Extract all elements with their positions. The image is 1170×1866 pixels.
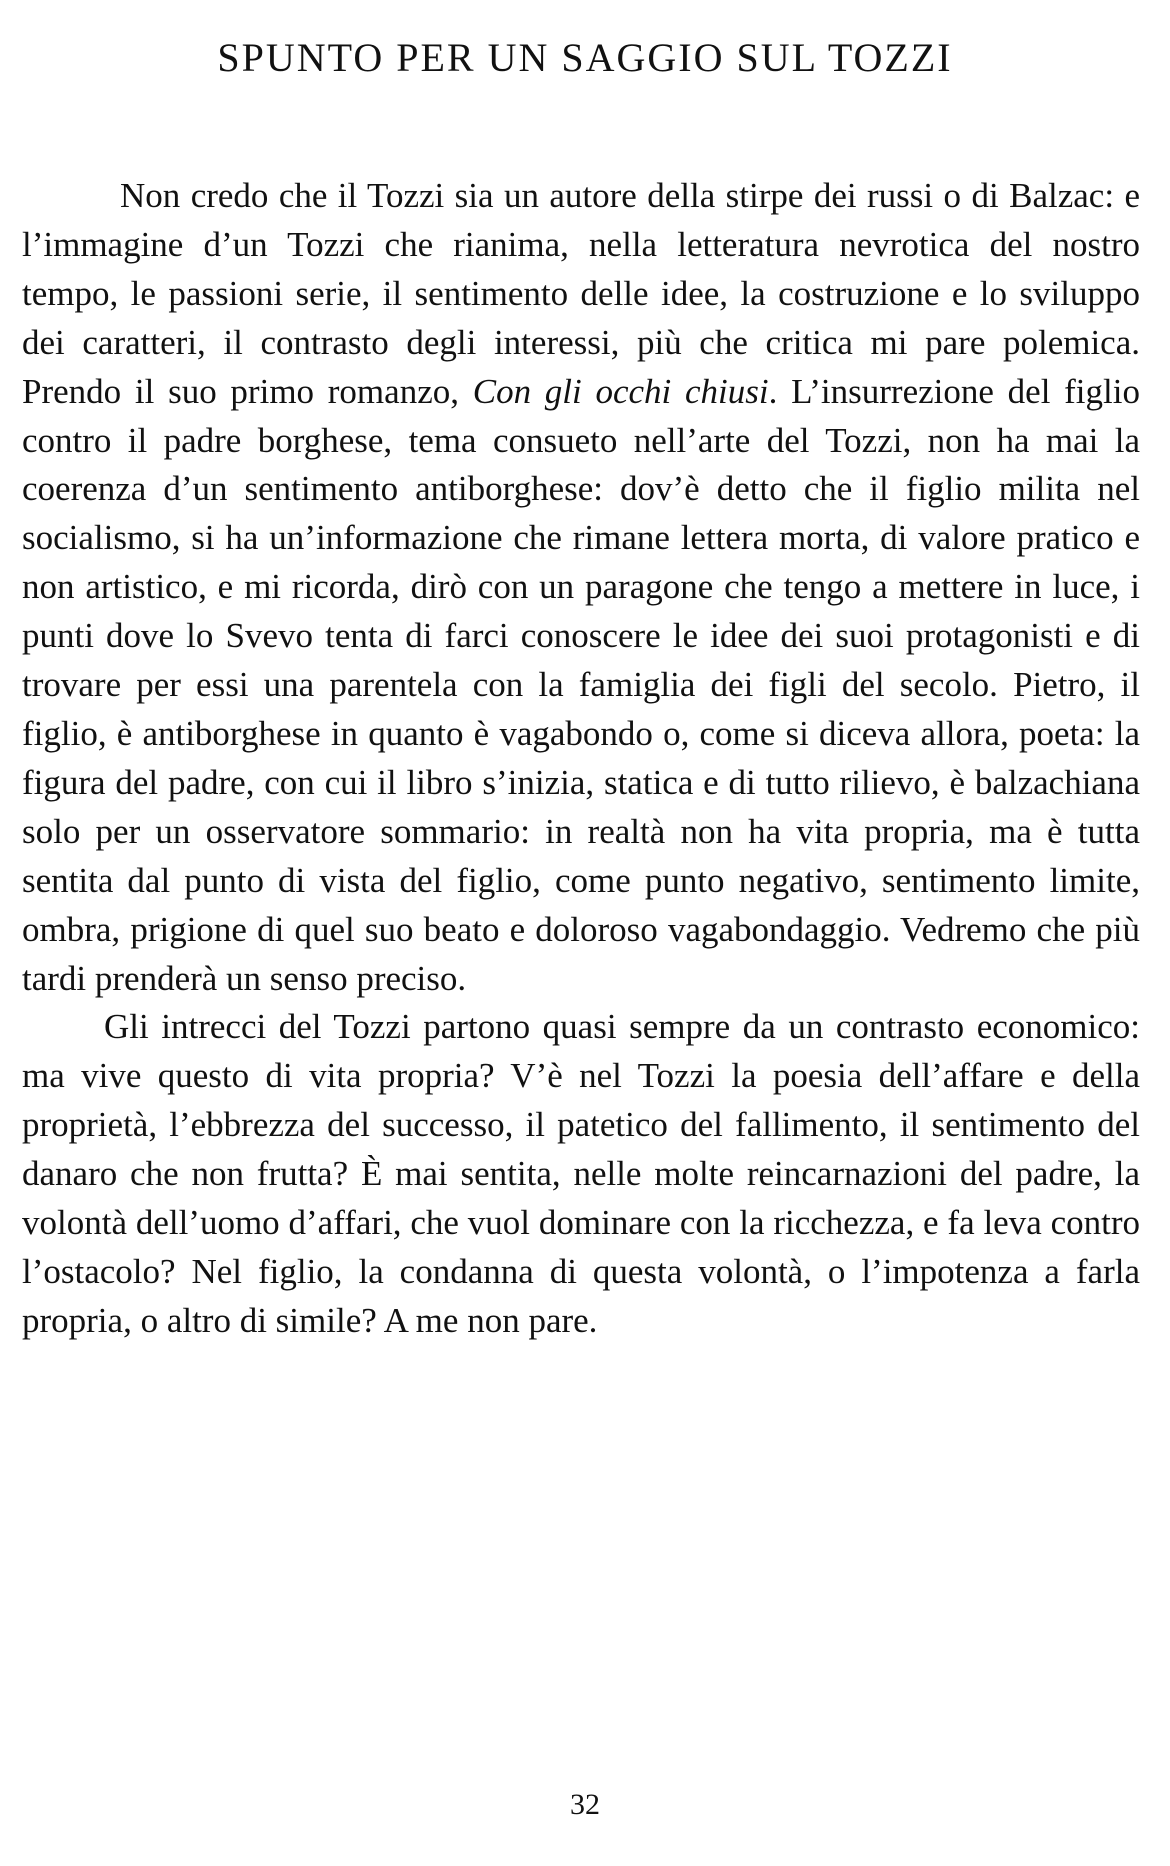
running-title: SPUNTO PER UN SAGGIO SUL TOZZI xyxy=(217,35,953,80)
page-number: 32 xyxy=(570,1788,600,1821)
paragraph-1-text-b: . L’insurrezione del figlio contro il padre borghese, tema consueto nell’arte del Tozzi, non ha mai la coerenza d’un sentimento antiborghese: dov’è detto che il figlio milita nel socialismo, si ha un’informazione che rimane lettera morta, di valore pratico e non artistico, e mi ricorda, dirò con un paragone che tengo a mettere in luce, i punti dove lo Svevo tenta di farci conoscere le idee dei suoi protagonisti e di trovare per essi una parentela con la famiglia dei figli del secolo. Pietro, il figlio, è antiborghese in quanto è vagabondo o, come si diceva allora, poeta: la figura del padre, con cui il libro s’inizia, statica e di tutto rilievo, è balzachiana solo per un osservatore sommario: in realtà non ha vita propria, ma è tutta sentita dal punto di vista del figlio, come punto negativo, sentimento limite, ombra, prigione di quel suo beato e doloroso vagabondaggio. Vedremo che più tardi prenderà un senso preciso. xyxy=(22,371,1140,998)
paragraph-1-text-a: Non credo che il Tozzi sia un autore della stirpe dei russi o di Balzac: e l’immagine d’un Tozzi che rianima, nella letteratura nevrotica del nostro tempo, le passioni serie, il sentimento delle idee, la costruzione e lo sviluppo dei caratteri, il contrasto degli interessi, più che critica mi pare polemica. Prendo il suo primo romanzo, xyxy=(22,176,1140,411)
novel-title: Con gli occhi chiusi xyxy=(472,371,769,411)
body-text xyxy=(22,172,1140,1346)
paragraph-2: Gli intrecci del Tozzi partono quasi sempre da un contrasto economico: ma vive questo di vita propria? V’è nel Tozzi la poesia dell’affare e della proprietà, l’ebbrezza del successo, il patetico del fallimento, il sentimento del danaro che non frutta? È mai sentita, nelle molte reincarnazioni del padre, la volontà dell’uomo d’affari, che vuol dominare con la ricchezza, e fa leva contro l’ostacolo? Nel figlio, la condanna di questa volontà, o l’impotenza a farla propria, o altro di simile? A me non pare. xyxy=(22,1007,1140,1340)
paragraph-1 xyxy=(22,172,1140,1003)
